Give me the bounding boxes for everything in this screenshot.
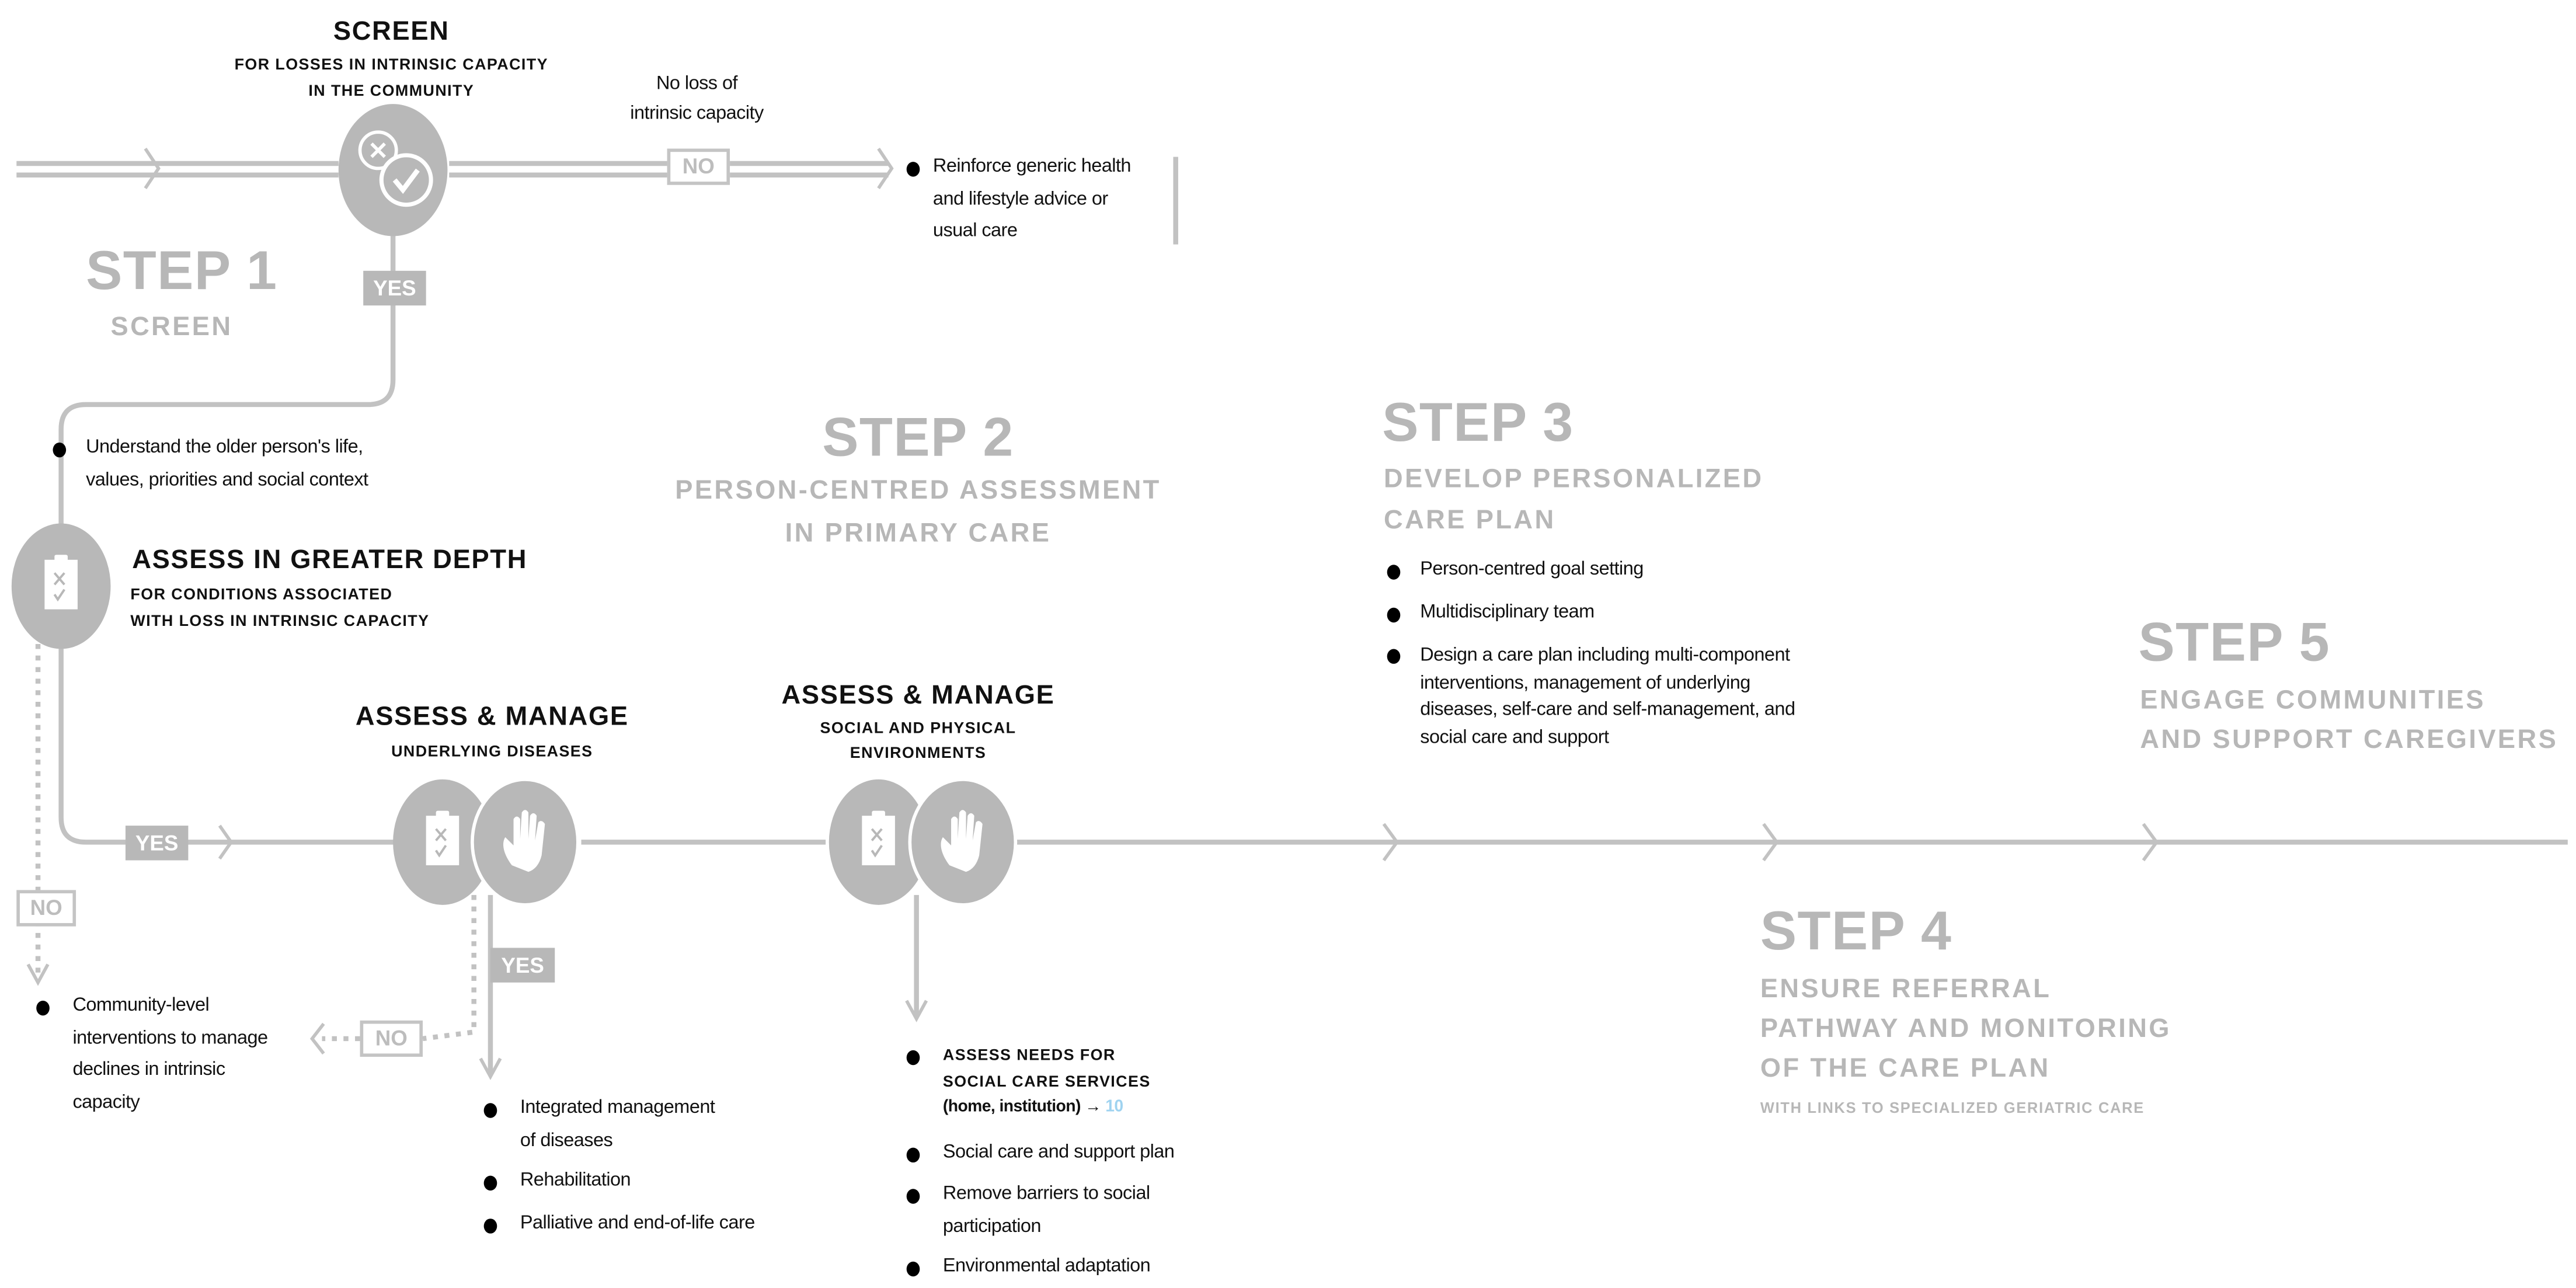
bullet bbox=[907, 1050, 920, 1065]
no-badge: NO bbox=[360, 1021, 423, 1057]
reinforce-text: Reinforce generic health and lifestyle advice or usual care bbox=[932, 156, 1131, 241]
env-item: Environmental adaptation bbox=[942, 1256, 1151, 1277]
needs-detail bbox=[943, 1093, 1123, 1123]
disease-item: Integrated management of diseases bbox=[520, 1098, 715, 1150]
step2-title: PERSON-CENTRED ASSESSMENT IN PRIMARY CARE bbox=[675, 477, 1161, 548]
env-item: Remove barriers to social participation bbox=[942, 1183, 1150, 1236]
disease-item: Palliative and end-of-life care bbox=[520, 1213, 755, 1234]
yes-badge: YES bbox=[363, 271, 426, 305]
bullet bbox=[907, 162, 920, 176]
hand-icon bbox=[472, 779, 578, 905]
yes-badge: YES bbox=[490, 948, 555, 982]
screen-icon bbox=[339, 104, 448, 236]
manage-diseases-subtitle: UNDERLYING DISEASES bbox=[391, 743, 593, 761]
arrow-right-icon: → bbox=[1085, 1098, 1101, 1116]
step1-title: SCREEN bbox=[110, 314, 233, 342]
no-badge: NO bbox=[667, 149, 730, 185]
needs-title: ASSESS NEEDS FOR SOCIAL CARE SERVICES bbox=[942, 1047, 1151, 1092]
step3-item: Design a care plan including multi-component interventions, management of underlying diseases, self-care and self-management, and social care and support bbox=[1420, 645, 1795, 749]
bullet bbox=[907, 1189, 920, 1203]
hand-icon bbox=[910, 779, 1015, 905]
manage-env-subtitle: SOCIAL AND PHYSICAL ENVIRONMENTS bbox=[820, 720, 1017, 763]
reference-link[interactable]: 10 bbox=[1105, 1098, 1123, 1116]
bullet bbox=[1387, 649, 1401, 663]
clipboard-icon bbox=[12, 524, 111, 649]
step3-item: Multidisciplinary team bbox=[1420, 603, 1595, 623]
assess-depth-title: ASSESS IN GREATER DEPTH bbox=[132, 546, 528, 575]
step2-number: STEP 2 bbox=[822, 406, 1014, 468]
step3-title: DEVELOP PERSONALIZED CARE PLAN bbox=[1384, 465, 1764, 535]
manage-diseases-title: ASSESS & MANAGE bbox=[355, 703, 629, 732]
understand-text: Understand the older person's life, values, priorities and social context bbox=[86, 437, 368, 490]
screen-subtitle: FOR LOSSES IN INTRINSIC CAPACITY IN THE COMMUNITY bbox=[234, 56, 548, 101]
bullet bbox=[907, 1262, 920, 1276]
no-badge: NO bbox=[16, 890, 76, 926]
bullet bbox=[1387, 565, 1401, 579]
step5-number: STEP 5 bbox=[2138, 611, 2330, 673]
bullet bbox=[484, 1176, 497, 1190]
step3-item: Person-centred goal setting bbox=[1420, 559, 1644, 580]
step3-number: STEP 3 bbox=[1382, 391, 1574, 452]
step4-title: ENSURE REFERRAL PATHWAY AND MONITORING OF THE CARE PLAN bbox=[1760, 976, 2171, 1084]
bullet bbox=[53, 443, 67, 457]
step4-note: WITH LINKS TO SPECIALIZED GERIATRIC CARE bbox=[1760, 1099, 2145, 1116]
assess-depth-subtitle: FOR CONDITIONS ASSOCIATED WITH LOSS IN INTRINSIC CAPACITY bbox=[130, 586, 430, 631]
disease-item: Rehabilitation bbox=[520, 1171, 631, 1191]
step1-number: STEP 1 bbox=[86, 239, 278, 301]
needs-detail-text: (home, institution) bbox=[942, 1098, 1081, 1116]
bullet bbox=[484, 1103, 497, 1118]
community-text: Community-level interventions to manage declines in intrinsic capacity bbox=[72, 995, 268, 1112]
screen-title: SCREEN bbox=[333, 18, 450, 47]
bullet bbox=[36, 1001, 50, 1015]
yes-badge: YES bbox=[126, 826, 188, 860]
bullet bbox=[1387, 608, 1401, 622]
bullet bbox=[907, 1148, 920, 1162]
step5-title: ENGAGE COMMUNITIES AND SUPPORT CAREGIVERS bbox=[2140, 687, 2558, 755]
bullet bbox=[484, 1219, 497, 1233]
no-loss-label: No loss of intrinsic capacity bbox=[630, 74, 764, 124]
manage-env-title: ASSESS & MANAGE bbox=[781, 682, 1055, 711]
env-item: Social care and support plan bbox=[942, 1143, 1175, 1163]
step4-number: STEP 4 bbox=[1760, 900, 1952, 962]
